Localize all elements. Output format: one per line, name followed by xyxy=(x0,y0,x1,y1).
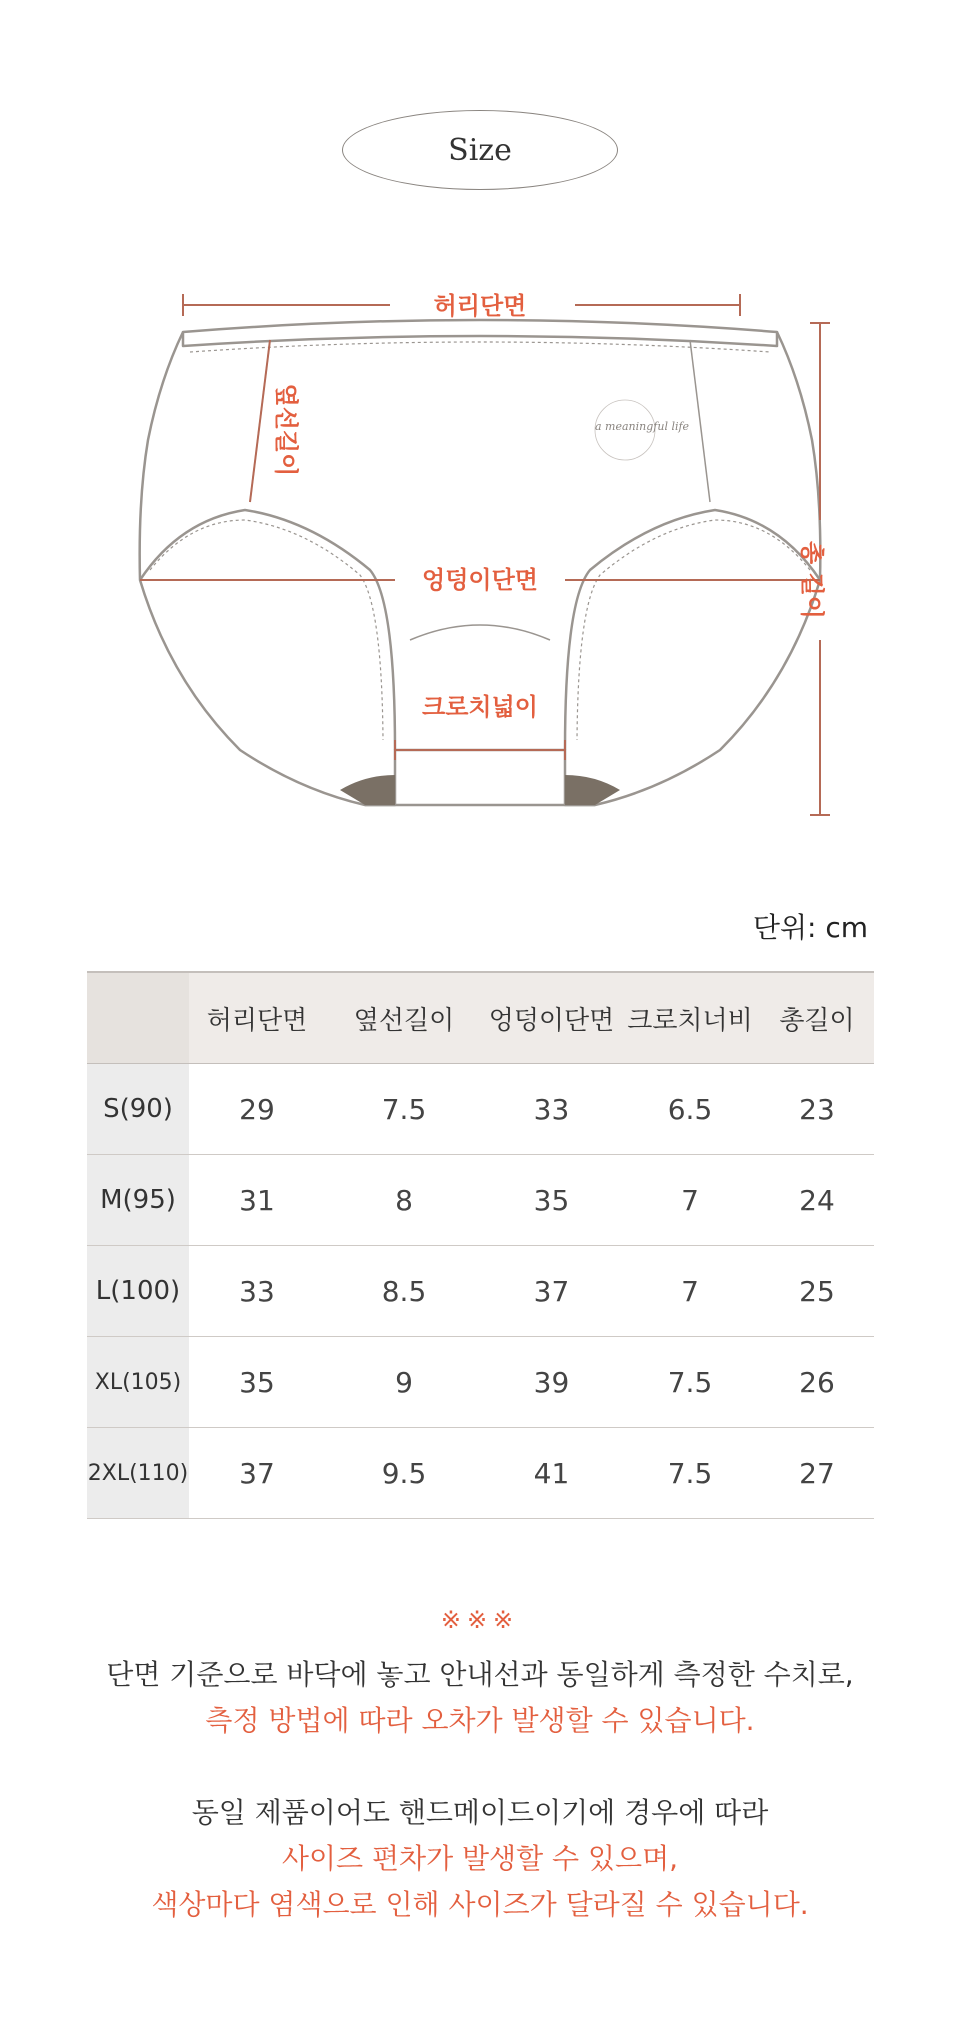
size-diagram xyxy=(0,270,960,830)
table-cell: 7.5 xyxy=(620,1337,760,1428)
table-cell: 35 xyxy=(189,1337,325,1428)
table-header-crotch: 크로치너비 xyxy=(620,972,760,1064)
table-cell: 9 xyxy=(325,1337,483,1428)
size-table xyxy=(87,971,874,1519)
row-size-label: L(100) xyxy=(87,1246,189,1337)
table-cell: 7.5 xyxy=(325,1064,483,1155)
row-size-label: M(95) xyxy=(87,1155,189,1246)
row-size-label: S(90) xyxy=(87,1064,189,1155)
table-cell: 37 xyxy=(189,1428,325,1519)
note-line-2: 측정 방법에 따라 오차가 발생할 수 있습니다. xyxy=(205,1704,755,1737)
total-length-label: 총 길이 xyxy=(798,541,826,619)
table-cell: 31 xyxy=(189,1155,325,1246)
table-row xyxy=(87,1064,874,1155)
row-size-label: XL(105) xyxy=(87,1337,189,1428)
table-cell: 29 xyxy=(189,1064,325,1155)
crotch-label: 크로치넓이 xyxy=(422,693,538,721)
waist-label: 허리단면 xyxy=(433,292,527,320)
table-row xyxy=(87,1337,874,1428)
table-header-row xyxy=(87,972,874,1064)
brand-logo-stamp xyxy=(595,400,690,460)
table-cell: 24 xyxy=(760,1155,874,1246)
logo-text-top: a meaningful life xyxy=(595,420,690,433)
table-row xyxy=(87,1428,874,1519)
table-cell: 41 xyxy=(483,1428,620,1519)
table-cell: 35 xyxy=(483,1155,620,1246)
table-cell: 39 xyxy=(483,1337,620,1428)
table-cell: 7.5 xyxy=(620,1428,760,1519)
note-line-4: 사이즈 편차가 발생할 수 있으며, xyxy=(281,1842,679,1875)
table-header-hip: 엉덩이단면 xyxy=(483,972,620,1064)
row-size-label: 2XL(110) xyxy=(87,1428,189,1519)
table-cell: 9.5 xyxy=(325,1428,483,1519)
note-line-5: 색상마다 염색으로 인해 사이즈가 달라질 수 있습니다. xyxy=(151,1888,809,1921)
table-header-waist: 허리단면 xyxy=(189,972,325,1064)
hip-label: 엉덩이단면 xyxy=(422,566,538,594)
unit-label: 단위: cm xyxy=(752,911,868,944)
table-cell: 27 xyxy=(760,1428,874,1519)
table-cell: 25 xyxy=(760,1246,874,1337)
table-cell: 7 xyxy=(620,1246,760,1337)
garment-illustration xyxy=(140,320,821,805)
table-cell: 7 xyxy=(620,1155,760,1246)
table-cell: 8.5 xyxy=(325,1246,483,1337)
table-cell: 23 xyxy=(760,1064,874,1155)
size-title-text: Size xyxy=(448,132,512,168)
table-cell: 8 xyxy=(325,1155,483,1246)
size-title xyxy=(342,110,618,190)
table-cell: 33 xyxy=(483,1064,620,1155)
table-header-corner xyxy=(87,972,189,1064)
table-cell: 26 xyxy=(760,1337,874,1428)
table-row xyxy=(87,1246,874,1337)
note-line-3: 동일 제품이어도 핸드메이드이기에 경우에 따라 xyxy=(191,1796,769,1829)
table-cell: 37 xyxy=(483,1246,620,1337)
table-header-side: 옆선길이 xyxy=(325,972,483,1064)
table-row xyxy=(87,1155,874,1246)
size-notes xyxy=(0,1606,960,1928)
side-length-label: 옆선길이 xyxy=(272,383,300,477)
table-header-total: 총길이 xyxy=(760,972,874,1064)
measurement-lines xyxy=(140,294,830,815)
table-cell: 6.5 xyxy=(620,1064,760,1155)
reference-marks: ※※※ xyxy=(440,1606,520,1634)
table-cell: 33 xyxy=(189,1246,325,1337)
note-line-1: 단면 기준으로 바닥에 놓고 안내선과 동일하게 측정한 수치로, xyxy=(106,1658,854,1691)
